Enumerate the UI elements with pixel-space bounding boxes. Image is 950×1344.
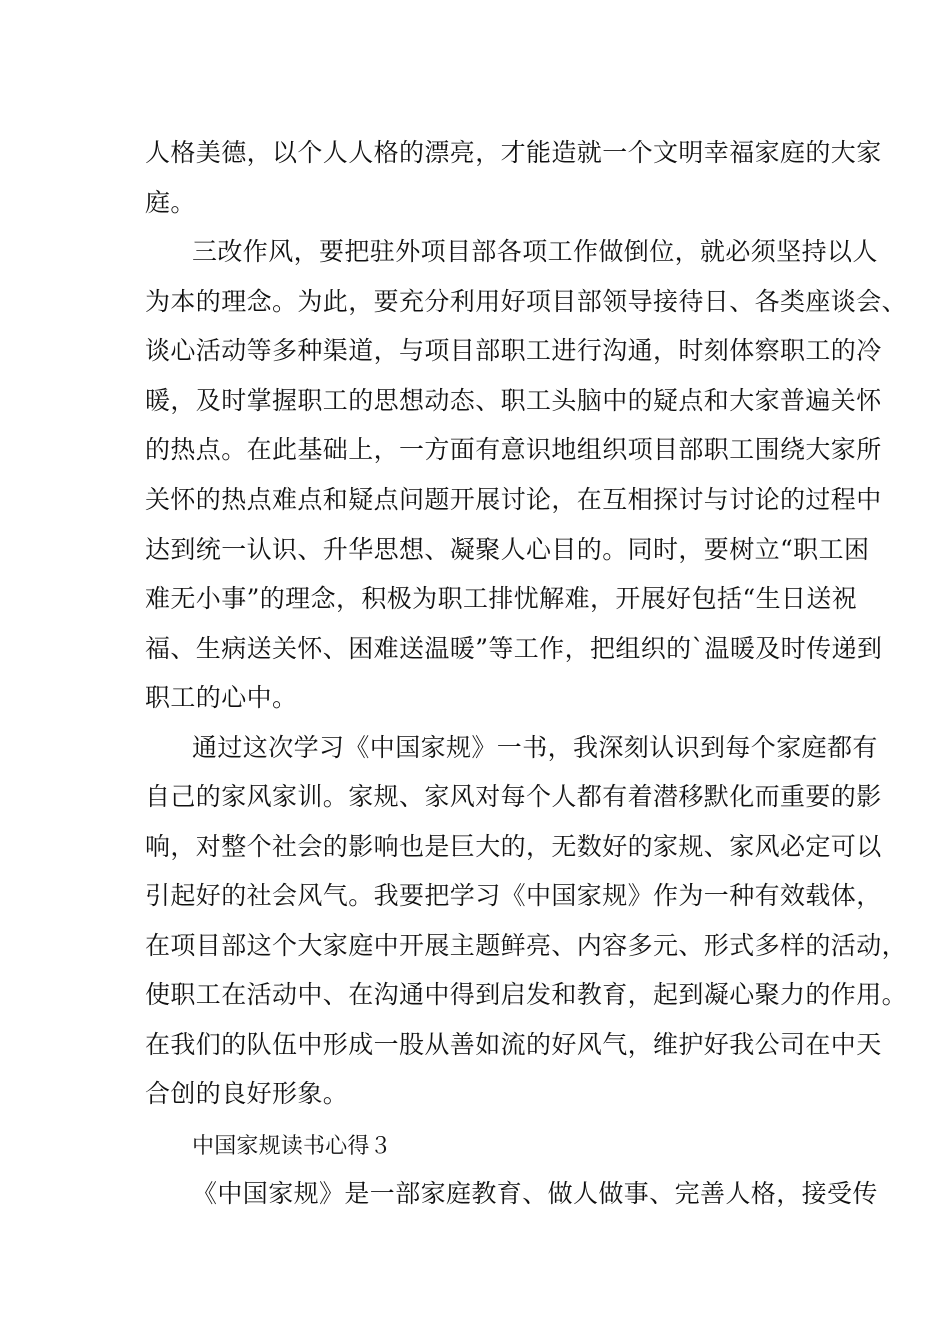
paragraph-line: 人格美德，以个人人格的漂亮，才能造就一个文明幸福家庭的大家 [145,138,882,167]
paragraph-line: 福、生病送关怀、困难送温暖”等工作，把组织的`温暖及时传递到 [145,634,883,663]
paragraph-line: 的热点。在此基础上，一方面有意识地组织项目部职工围绕大家所 [145,435,882,464]
paragraph-line: 在项目部这个大家庭中开展主题鲜亮、内容多元、形式多样的活动， [145,931,908,960]
paragraph-line: 通过这次学习《中国家规》一书，我深刻认识到每个家庭都有 [192,733,878,762]
paragraph-line: 达到统一认识、升华思想、凝聚人心目的。同时，要树立“职工困 [145,535,870,564]
paragraph-line: 庭。 [145,188,196,217]
section-heading: 中国家规读书心得３ [192,1134,392,1159]
paragraph-line: 《中国家规》是一部家庭教育、做人做事、完善人格，接受传 [192,1179,878,1208]
paragraph-line: 难无小事”的理念，积极为职工排忧解难，开展好包括“生日送祝 [145,584,858,613]
paragraph-line: 响，对整个社会的影响也是巨大的，无数好的家规、家风必定可以 [145,832,882,861]
paragraph-line: 在我们的队伍中形成一股从善如流的好风气，维护好我公司在中天 [145,1030,882,1059]
paragraph-line: 三改作风，要把驻外项目部各项工作做倒位，就必须坚持以人 [192,237,878,266]
paragraph-line: 自己的家风家训。家规、家风对每个人都有着潜移默化而重要的影 [145,782,882,811]
paragraph-line: 职工的心中。 [145,683,298,712]
paragraph-line: 关怀的热点难点和疑点问题开展讨论，在互相探讨与讨论的过程中 [145,485,882,514]
paragraph-line: 为本的理念。为此，要充分利用好项目部领导接待日、各类座谈会、 [145,287,908,316]
paragraph-line: 使职工在活动中、在沟通中得到启发和教育，起到凝心聚力的作用。 [145,980,908,1009]
paragraph-line: 引起好的社会风气。我要把学习《中国家规》作为一种有效载体， [145,881,882,910]
paragraph-line: 暖，及时掌握职工的思想动态、职工头脑中的疑点和大家普遍关怀 [145,386,882,415]
paragraph-line: 谈心活动等多种渠道，与项目部职工进行沟通，时刻体察职工的冷 [145,336,882,365]
paragraph-line: 合创的良好形象。 [145,1079,349,1108]
